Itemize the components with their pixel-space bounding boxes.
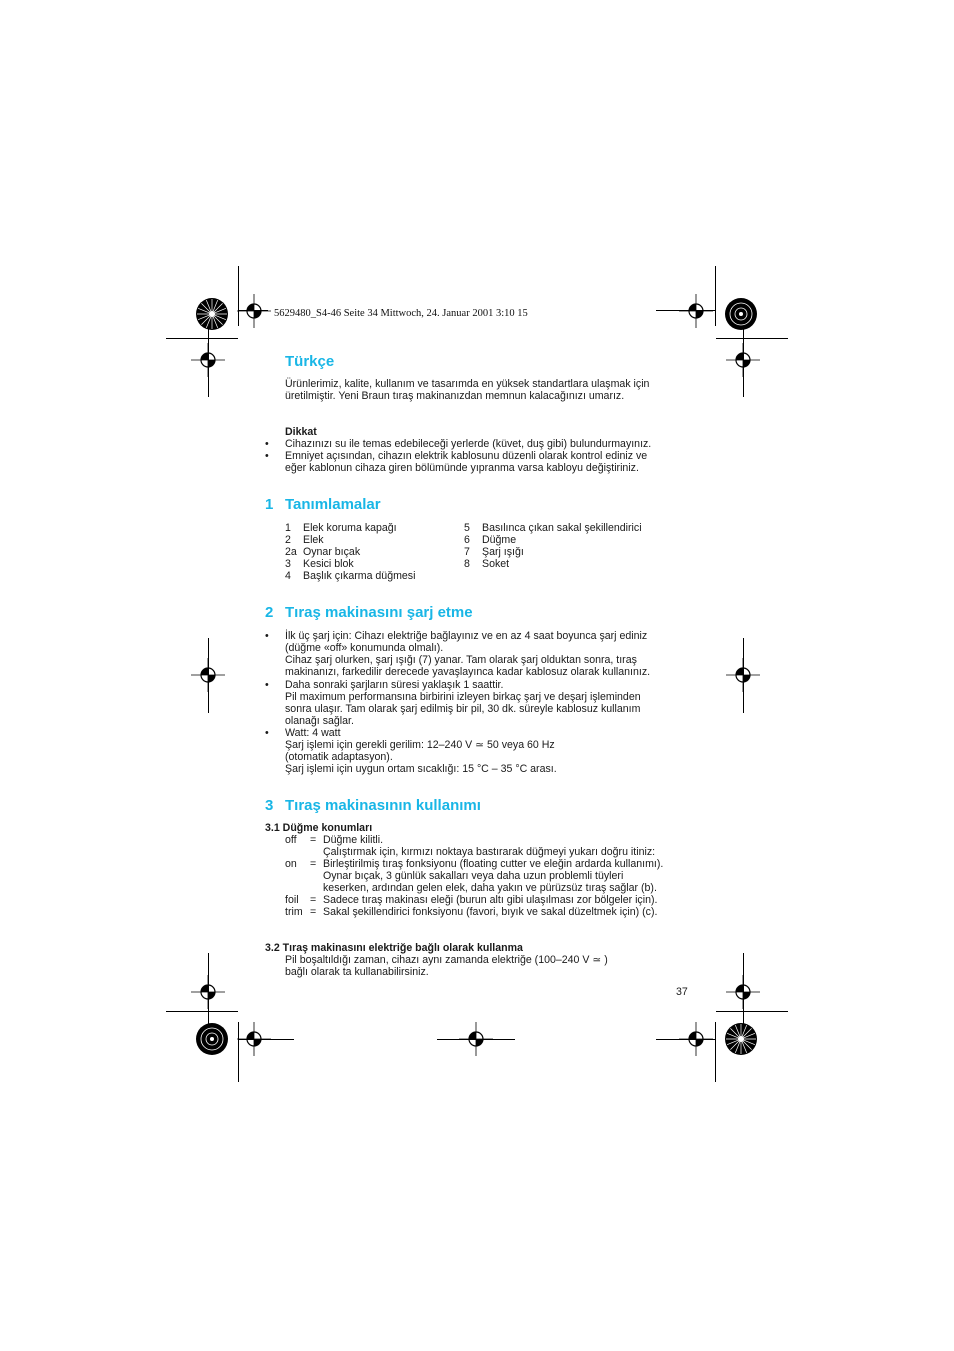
crop-line [715, 266, 716, 326]
list-item: 3 Kesici blok [285, 558, 354, 570]
crop-line [716, 1011, 788, 1012]
switch-desc: Sadece tıraş makinası eleği (burun altı gibi ulaşılması zor bölgeler için). [323, 894, 658, 906]
crop-line [238, 310, 268, 311]
crop-line [743, 638, 744, 713]
caution-item: eğer kablonun cihaza giren bölümünde yıpranma varsa kabloyu değiştiriniz. [285, 462, 639, 474]
bullet-icon: • [265, 630, 269, 642]
caution-heading: Dikkat [285, 426, 317, 438]
section-number: 1 [265, 496, 274, 513]
crop-line [437, 1039, 515, 1040]
section-heading-2 [265, 604, 473, 621]
registration-crosshair-icon [679, 294, 713, 328]
starburst-target-icon [724, 297, 758, 331]
subsection-heading: 3.1 Düğme konumları [265, 822, 373, 834]
section-title: Tıraş makinasının kullanımı [285, 797, 481, 814]
crop-line [208, 322, 209, 397]
switch-key: off [285, 834, 297, 846]
bullet-icon: • [265, 450, 269, 462]
parts-list-left [285, 522, 415, 582]
intro-line: üretilmiştir. Yeni Braun tıraş makinanızdan memnun kalacağınızı umarız. [285, 390, 625, 402]
switch-desc: Sakal şekillendirici fonksiyonu (favori, bıyık ve sakal düzeltmek için) (c). [323, 906, 658, 918]
crop-line [238, 1039, 294, 1040]
switch-desc: Düğme kilitli. Çalıştırmak için, kırmızı noktaya bastırarak düğmeyi yukarı doğru itiniz: [323, 834, 656, 858]
crop-line [656, 310, 716, 311]
starburst-target-icon [724, 1022, 758, 1056]
bullet-icon: • [265, 679, 269, 691]
switch-key: trim [285, 906, 303, 918]
switch-eq: = [310, 906, 317, 918]
section-heading-1 [265, 496, 381, 513]
switch-eq: = [310, 834, 317, 846]
crop-line [656, 1039, 716, 1040]
page-number: 37 [676, 986, 688, 998]
section-title: Tanımlamalar [285, 496, 381, 513]
list-item: 2a Oynar bıçak [285, 546, 361, 558]
crop-line [743, 322, 744, 397]
list-item: 4 Başlık çıkarma düğmesi [285, 570, 416, 582]
caution-item: Emniyet açısından, cihazın elektrik kablosunu düzenli olarak kontrol ediniz ve [285, 450, 648, 462]
bullet-text: Watt: 4 watt Şarj işlemi için gerekli gerilim: 12–240 V ≃ 50 veya 60 Hz (otomatik adaptasyon). Şarj işlemi için uygun ortam sıcaklığı: 15 °C – 35 °C arası. [285, 727, 557, 775]
list-item: 7 Şarj ışığı [464, 546, 524, 558]
section-number: 2 [265, 604, 274, 621]
section-number: 3 [265, 797, 274, 814]
crop-line [166, 1011, 238, 1012]
bullet-icon: • [265, 727, 269, 739]
print-slug: 5629480_S4-46 Seite 34 Mittwoch, 24. Januar 2001 3:10 15 [274, 308, 528, 319]
switch-eq: = [310, 894, 317, 906]
crop-line [166, 338, 238, 339]
list-item: 6 Düğme [464, 534, 517, 546]
list-item: 8 Soket [464, 558, 510, 570]
list-item: 2 Elek [285, 534, 324, 546]
section-heading-3 [265, 797, 481, 814]
page-title: Türkçe [285, 353, 335, 370]
section-title: Tıraş makinasını şarj etme [285, 604, 473, 621]
crop-line [715, 1022, 716, 1082]
subsection-heading: 3.2 Tıraş makinasını elektriğe bağlı olarak kullanma [265, 942, 523, 954]
crop-line [208, 953, 209, 1028]
paragraph: Pil boşaltıldığı zaman, cihazı aynı zamanda elektriğe (100–240 V ≃ ) bağlı olarak ta kullanabilirsiniz. [285, 954, 608, 978]
switch-key: foil [285, 894, 299, 906]
crop-line [716, 338, 788, 339]
switch-desc: Birleştirilmiş tıraş fonksiyonu (floating cutter ve eleğin ardarda kullanımı). Oynar bıçak, 3 günlük sakalları veya daha uzun problemli tüyleri keserken, ardından gelen elek, daha yakın ve pürüzsüz tıraş sağlar (b). [323, 858, 664, 894]
bullet-text: İlk üç şarj için: Cihazı elektriğe bağlayınız ve en az 4 saat boyunca şarj ediniz (düğme «off» konumunda olmalı). Cihaz şarj olurken, şarj ışığı (7) yanar. Tam olarak şarj olduktan sonra, tıraş makinanızı, farkedilir derecede yavaşlayınca kadar kablosuz olarak kullanınız. [285, 630, 651, 678]
starburst-target-icon [195, 297, 229, 331]
switch-eq: = [310, 858, 317, 870]
caution-item: Cihazınızı su ile temas edebileceği yerlerde (küvet, duş gibi) bulundurmayınız. [285, 438, 652, 450]
list-item: 1 Elek koruma kapağı [285, 522, 397, 534]
switch-key: on [285, 858, 297, 870]
bullet-text: Daha sonraki şarjların süresi yaklaşık 1 saattir. Pil maximum performansına birbirini izleyen birkaç şarj ve deşarj işleminden sonra ulaşır. Tam olarak şarj edilmiş bir pil, 30 dk. süreyle kablosuz kullanım olanağı sağlar. [285, 679, 641, 727]
parts-list-right [464, 522, 642, 570]
crop-line [743, 953, 744, 1028]
intro-line: Ürünlerimiz, kalite, kullanım ve tasarımda en yüksek standartlara ulaşmak için [285, 378, 650, 390]
bullet-icon: • [265, 438, 269, 450]
crop-line [208, 638, 209, 713]
registration-crosshair-icon [237, 294, 271, 328]
list-item: 5 Basılınca çıkan sakal şekillendirici [464, 522, 642, 534]
starburst-target-icon [195, 1022, 229, 1056]
